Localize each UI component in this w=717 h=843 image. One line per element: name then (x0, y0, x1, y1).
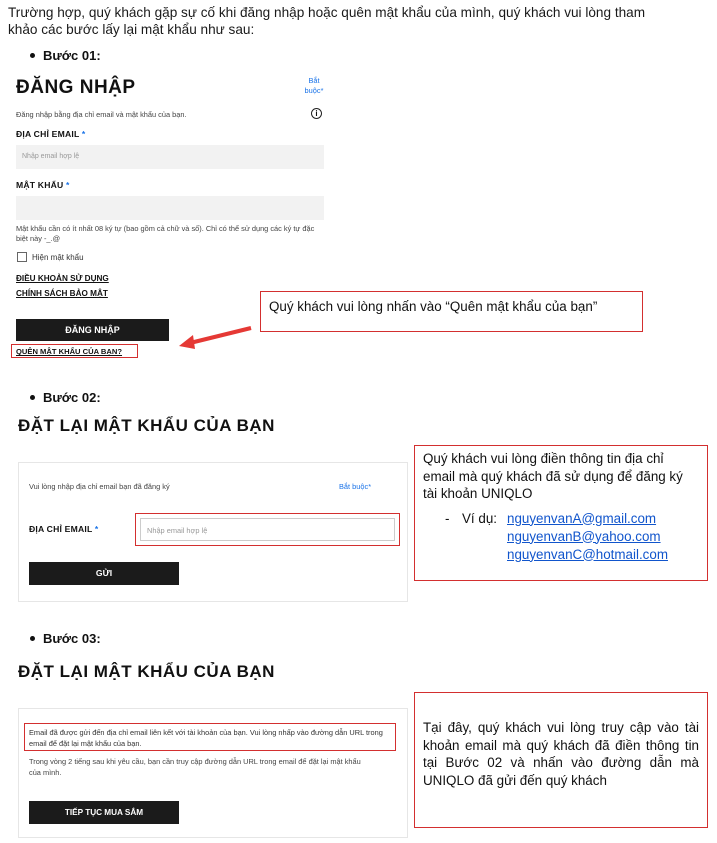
arrow-left-icon (176, 322, 256, 352)
reset-card (18, 462, 408, 602)
reset-email-label: ĐỊA CHỈ EMAIL * (29, 524, 99, 534)
terms-link[interactable]: ĐIỀU KHOẢN SỬ DỤNG (16, 274, 109, 283)
bullet-icon (30, 636, 35, 641)
step-1-label: Bước 01: (30, 48, 101, 63)
show-password-checkbox[interactable] (17, 252, 27, 262)
step-3-label: Bước 03: (30, 631, 101, 646)
examples-list (423, 510, 699, 564)
step-2-label: Bước 02: (30, 390, 101, 405)
show-password-label: Hiện mật khẩu (32, 253, 84, 262)
reset-email-placeholder: Nhập email hợp lệ (147, 526, 208, 535)
callout-email-text: Quý khách vui lòng điền thông tin địa chỉ email mà quý khách đã sử dụng để đăng ký tài khoản UNIQLO (423, 451, 683, 501)
reset-email-input[interactable] (140, 518, 395, 541)
login-button[interactable]: ĐĂNG NHẬP (16, 319, 169, 341)
login-subtitle: Đăng nhập bằng địa chỉ email và mật khẩu của bạn. (16, 110, 187, 119)
reset-instruction: Vui lòng nhập địa chỉ email bạn đã đăng ký (29, 482, 170, 491)
password-field[interactable] (16, 196, 324, 220)
intro-text: Trường hợp, quý khách gặp sự cố khi đăng nhập hoặc quên mật khẩu của mình, quý khách vui lòng tham khảo các bước lấy lại mật khẩu như sau: (8, 5, 646, 37)
continue-shopping-button[interactable]: TIẾP TỤC MUA SẮM (29, 801, 179, 824)
callout-forgot: Quý khách vui lòng nhấn vào “Quên mật khẩu của bạn” (260, 291, 643, 332)
sent-title: ĐẶT LẠI MẬT KHẨU CỦA BẠN (18, 662, 275, 681)
example-email-2[interactable]: nguyenvanB@yahoo.com (507, 528, 661, 544)
info-icon[interactable]: i (311, 108, 322, 119)
password-label: MẬT KHẨU * (16, 180, 70, 190)
privacy-link[interactable]: CHÍNH SÁCH BẢO MẬT (16, 289, 108, 298)
send-button[interactable]: GỬI (29, 562, 179, 585)
email-label: ĐỊA CHỈ EMAIL * (16, 129, 86, 139)
callout-email (414, 445, 708, 581)
sent-card (18, 708, 408, 838)
example-email-3[interactable]: nguyenvanC@hotmail.com (507, 546, 668, 562)
sent-message: Email đã được gửi đến địa chỉ email liên kết với tài khoản của bạn. Vui lòng nhấp vào đường dẫn URL trong email để đặt lại mật khẩu của bạn. (29, 728, 383, 748)
password-hint: Mật khẩu cần có ít nhất 08 ký tự (bao gồm cả chữ và số). Chỉ có thể sử dụng các ký tự đặc biệt này -_.@ (16, 224, 315, 243)
bullet-icon (30, 53, 35, 58)
forgot-password-link[interactable]: QUÊN MẬT KHẨU CỦA BẠN? (16, 347, 123, 356)
example-prefix: Ví dụ: (462, 510, 497, 526)
email-placeholder: Nhập email hợp lệ (22, 153, 80, 160)
bullet-icon (30, 395, 35, 400)
email-field[interactable] (16, 145, 324, 169)
dash-icon: - (445, 510, 450, 526)
example-email-1[interactable]: nguyenvanA@gmail.com (507, 510, 657, 526)
required-note: Bắt buộc* (304, 76, 324, 95)
login-title: ĐĂNG NHẬP (16, 77, 136, 98)
callout-check-email: Tại đây, quý khách vui lòng truy cập vào tài khoản email mà quý khách đã điền thông tin tại Bước 02 và nhấn vào đường dẫn mà UNIQLO đã gửi đến quý khách (414, 692, 708, 828)
sent-note: Trong vòng 2 tiếng sau khi yêu cầu, bạn cần truy cập đường dẫn URL trong email để đặt lại mật khẩu của mình. (29, 757, 361, 777)
reset-title: ĐẶT LẠI MẬT KHẨU CỦA BẠN (18, 416, 275, 435)
required-note: Bắt buộc* (339, 482, 372, 491)
